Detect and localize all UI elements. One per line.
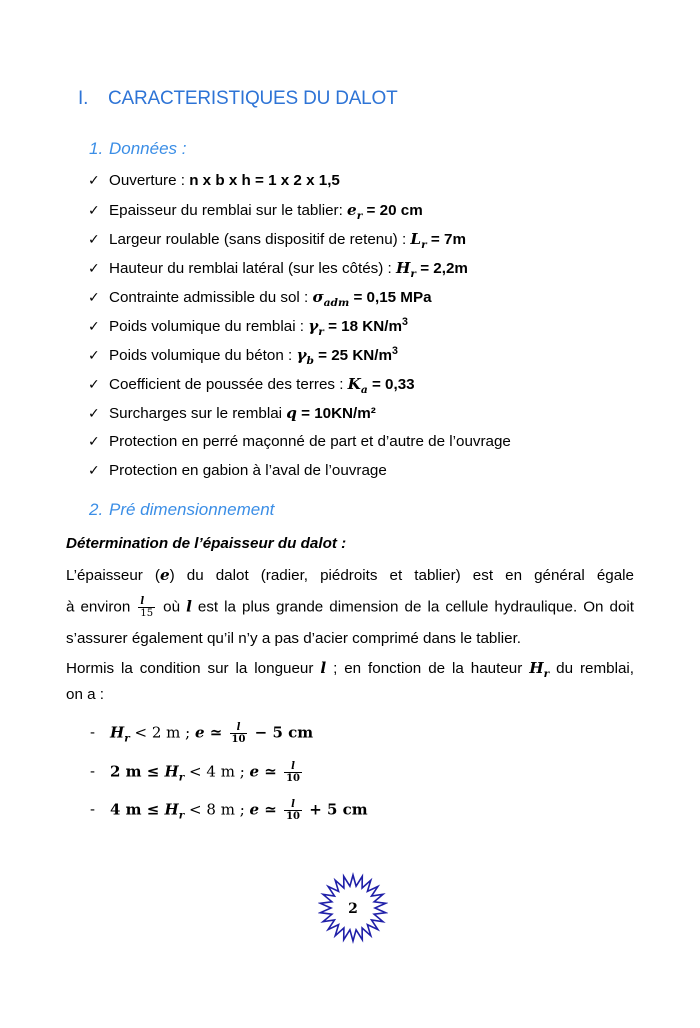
fraction-numerator: l [284, 799, 302, 811]
item-symbol: q [286, 404, 297, 422]
fraction-denominator: 10 [231, 734, 246, 745]
item-label: Hauteur du remblai latéral (sur les côtés) : [109, 260, 396, 277]
item-value: = 18 KN/m [323, 318, 402, 335]
item-symbol: γ [308, 317, 319, 335]
item-symbol: e [347, 201, 357, 219]
check-icon: ✓ [88, 463, 100, 479]
list-item [88, 230, 466, 252]
item-label: Poids volumique du béton : [109, 347, 297, 364]
text-span: où [157, 598, 187, 616]
determination-heading: Détermination de l’épaisseur du dalot : [66, 535, 347, 552]
list-item [88, 172, 340, 190]
check-icon: ✓ [88, 434, 100, 450]
item-label: Ouverture : [109, 172, 190, 189]
text-span: du remblai, [549, 660, 634, 677]
math-subscript: r [543, 667, 550, 681]
subsection-title-donnees [89, 139, 187, 159]
bullet-dash: - [90, 724, 95, 742]
fraction-numerator: l [230, 722, 248, 734]
section-title [78, 88, 398, 110]
section-number: I. [78, 88, 89, 109]
item-label: Protection en gabion à l’aval de l’ouvrage [109, 462, 387, 479]
check-icon: ✓ [88, 348, 100, 364]
item-symbol: L [410, 230, 422, 248]
math-symbol: H [529, 659, 544, 677]
fraction-denominator: 10 [286, 811, 300, 822]
item-value: = 20 cm [362, 202, 423, 219]
item-superscript: 3 [401, 315, 408, 328]
math-symbol: e ≃ [249, 800, 283, 819]
subsection-number: 2. [89, 500, 104, 519]
fraction-denominator: 15 [140, 608, 154, 619]
paragraph-line-4 [66, 659, 634, 681]
starburst-icon [318, 872, 388, 944]
list-item [88, 462, 387, 480]
item-subscript: r [421, 238, 427, 252]
item-value: n x b x h = 1 x 2 x 1,5 [189, 172, 340, 189]
math-relation: < 8 m ; [184, 800, 250, 819]
fraction [138, 596, 155, 619]
paragraph-line-5: on a : [66, 686, 104, 703]
item-subscript: adm [323, 296, 350, 310]
list-item [88, 404, 376, 423]
condition-item [90, 799, 368, 822]
fraction-denominator: 10 [286, 773, 300, 784]
item-label: Protection en perré maçonné de part et d’autre de l’ouvrage [109, 433, 511, 450]
item-symbol: K [347, 375, 361, 393]
text-span: Hormis la condition sur la longueur [66, 660, 321, 677]
item-label: Surcharges sur le remblai [109, 405, 287, 422]
list-item [88, 344, 398, 368]
text-span: ; en fonction de la hauteur [326, 660, 530, 677]
item-subscript: r [356, 209, 363, 223]
math-symbol: H [164, 800, 179, 819]
check-icon: ✓ [88, 203, 100, 219]
check-icon: ✓ [88, 232, 100, 248]
subsection-title-predimensionnement [89, 500, 274, 520]
list-item [88, 288, 432, 310]
item-symbol: H [396, 259, 411, 277]
item-label: Largeur roulable (sans dispositif de retenu) : [109, 231, 411, 248]
check-icon: ✓ [88, 406, 100, 422]
math-subscript: r [178, 771, 185, 784]
fraction [230, 722, 248, 745]
item-label: Coefficient de poussée des terres : [109, 376, 348, 393]
math-prefix: 2 m ≤ [110, 762, 165, 781]
bullet-dash: - [90, 801, 95, 819]
fraction [284, 799, 302, 822]
item-symbol: σ [312, 288, 324, 306]
paragraph-line-3: s’assurer également qu’il n’y a pas d’acier comprimé dans le tablier. [66, 630, 522, 647]
fraction-numerator: l [284, 761, 302, 773]
math-tail: + 5 cm [304, 800, 368, 819]
list-item [88, 315, 408, 339]
item-label: Epaisseur du remblai sur le tablier: [109, 202, 348, 219]
check-icon: ✓ [88, 319, 100, 335]
list-item [88, 433, 511, 451]
math-subscript: r [124, 732, 130, 745]
math-subscript: r [178, 809, 185, 822]
math-symbol: H [110, 723, 125, 742]
check-icon: ✓ [88, 173, 100, 189]
text-span: L’épaisseur ( [66, 567, 160, 584]
item-label: Contrainte admissible du sol : [109, 289, 313, 306]
bullet-dash: - [90, 763, 95, 781]
math-prefix: 4 m ≤ [110, 800, 165, 819]
math-tail: − 5 cm [249, 723, 314, 742]
condition-item [90, 722, 313, 745]
text-span: ) du dalot (radier, piédroits et tablier) est en général égale [169, 567, 634, 584]
math-symbol: l [186, 597, 192, 616]
list-item [88, 201, 423, 223]
list-item [88, 259, 468, 281]
item-value: = 0,15 MPa [349, 289, 432, 306]
math-symbol: l [320, 659, 327, 677]
subsection-text: Pré dimensionnement [109, 500, 275, 519]
item-value: = 25 KN/m [313, 347, 392, 364]
item-value: = 0,33 [367, 376, 415, 393]
item-subscript: r [318, 325, 324, 339]
text-span: à environ [66, 598, 137, 616]
section-title-text: CARACTERISTIQUES DU DALOT [108, 88, 398, 109]
item-value: = 7m [426, 231, 466, 248]
text-span: est la plus grande dimension de la cellule hydraulique. On doit [191, 598, 634, 616]
item-label: Poids volumique du remblai : [109, 318, 309, 335]
check-icon: ✓ [88, 377, 100, 393]
math-relation: < 2 m ; [129, 723, 195, 742]
math-symbol: e ≃ [194, 723, 228, 742]
subsection-number: 1. [89, 139, 104, 158]
condition-item [90, 761, 304, 784]
subsection-text: Données : [109, 139, 187, 158]
item-value: = 2,2m [415, 260, 468, 277]
item-subscript: a [360, 383, 368, 397]
check-icon: ✓ [88, 261, 100, 277]
item-symbol: γ [296, 346, 307, 364]
item-superscript: 3 [392, 344, 398, 357]
fraction-numerator: l [138, 596, 155, 608]
item-subscript: b [306, 354, 314, 368]
paragraph-line-2 [66, 596, 634, 619]
page-number-badge [318, 872, 388, 944]
list-item [88, 375, 415, 397]
item-value: = 10KN/m² [296, 405, 376, 422]
page-number: 2 [348, 901, 358, 917]
math-symbol: e [159, 566, 170, 584]
paragraph-line-1 [66, 566, 634, 585]
math-symbol: e ≃ [249, 762, 283, 781]
check-icon: ✓ [88, 290, 100, 306]
math-relation: < 4 m ; [184, 762, 250, 781]
item-subscript: r [410, 267, 416, 281]
math-symbol: H [164, 762, 179, 781]
fraction [284, 761, 302, 784]
